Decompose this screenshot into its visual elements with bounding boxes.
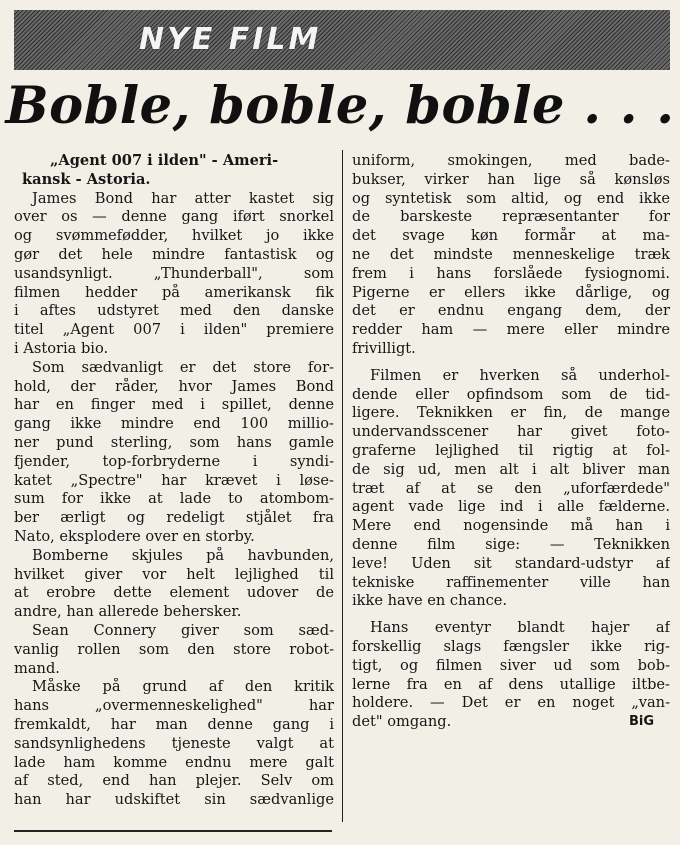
text-line: vanlig rollen som den store robot- bbox=[14, 640, 334, 658]
text-line: det er endnu engang dem, der bbox=[352, 302, 670, 320]
text-line: denne film sige: — Teknikken bbox=[352, 535, 670, 553]
text-line: ikke have en chance. bbox=[352, 592, 508, 610]
section-label: NYE FILM bbox=[139, 22, 322, 57]
text-line bbox=[352, 611, 670, 619]
text-line: tigt, og filmen siver ud som bob- bbox=[352, 656, 670, 674]
column-divider bbox=[342, 150, 343, 822]
text-line: af sted, end han plejer. Selv om bbox=[14, 772, 334, 790]
text-line: hvilket giver vor helt lejlighed til bbox=[14, 565, 334, 583]
headline: Boble, boble, boble . . . bbox=[5, 76, 675, 136]
text-line: kansk - Astoria. bbox=[22, 170, 151, 188]
text-line: fremkaldt, har man denne gang i bbox=[14, 715, 334, 733]
text-line: hold, der råder, hvor James Bond bbox=[14, 377, 334, 395]
text-line: Nato, eksplodere over en storby. bbox=[14, 527, 255, 545]
text-line: de sig ud, men alt i alt bliver man bbox=[352, 460, 670, 478]
text-line: Som sædvanligt er det store for- bbox=[32, 358, 334, 376]
text-line: ner pund sterling, som hans gamle bbox=[14, 433, 334, 451]
text-line: hans „overmenneskelighed" har bbox=[14, 697, 334, 715]
article-column-left bbox=[14, 152, 334, 810]
text-line: træt af at se den „uforfærdede" bbox=[352, 479, 670, 497]
text-line: fjender, top-forbryderne i syndi- bbox=[14, 452, 334, 470]
text-line: forskellig slags fængsler ikke rig- bbox=[352, 637, 670, 655]
text-line: Pigerne er ellers ikke dårlige, og bbox=[352, 283, 670, 301]
text-line: tekniske raffinementer ville han bbox=[352, 573, 670, 591]
text-line: frivilligt. bbox=[352, 339, 416, 357]
text-line: ligere. Teknikken er fin, de mange bbox=[352, 404, 670, 422]
text-line: og svømmefødder, hvilket jo ikke bbox=[14, 227, 334, 245]
text-line: bukser, virker han lige så kønsløs bbox=[352, 170, 670, 188]
byline: BiG bbox=[628, 714, 654, 730]
text-line: sandsynlighedens tjeneste valgt at bbox=[14, 734, 334, 752]
text-line: redder ham — mere eller mindre bbox=[352, 321, 670, 339]
text-line: undervandsscener har givet foto- bbox=[352, 423, 670, 441]
text-line: over os — denne gang iført snorkel bbox=[14, 208, 334, 226]
text-line: mand. bbox=[14, 659, 60, 677]
text-line: andre, han allerede behersker. bbox=[14, 603, 242, 621]
text-line: filmen hedder på amerikansk fik bbox=[14, 283, 334, 301]
text-line: graferne lejlighed til rigtig at fol- bbox=[352, 441, 670, 459]
text-line: „Agent 007 i ilden" - Ameri- bbox=[50, 152, 279, 169]
text-line: Måske på grund af den kritik bbox=[32, 678, 334, 696]
text-line: lade ham komme endnu mere galt bbox=[14, 753, 334, 771]
text-line: leve! Uden sit standard-udstyr af bbox=[352, 554, 670, 572]
text-line: det svage køn formår at ma- bbox=[352, 227, 670, 245]
text-line: Mere end nogensinde må han i bbox=[352, 517, 670, 535]
text-line: i aftes udstyret med den danske bbox=[14, 302, 334, 320]
text-line: ber ærligt og redeligt stjålet fra bbox=[14, 509, 334, 527]
text-line: Bomberne skjules på havbunden, bbox=[32, 546, 334, 564]
bottom-rule bbox=[14, 830, 332, 832]
text-line bbox=[352, 359, 670, 367]
text-line: James Bond har atter kastet sig bbox=[32, 189, 334, 207]
text-line: Sean Connery giver som sæd- bbox=[32, 621, 334, 639]
text-line: ne det mindste menneskelige træk bbox=[352, 245, 670, 263]
text-line: gør det hele mindre fantastisk og bbox=[14, 245, 334, 263]
text-line: titel „Agent 007 i ilden" premiere bbox=[14, 321, 334, 339]
text-line: at erobre dette element udover de bbox=[14, 584, 334, 602]
text-line: det" omgang. bbox=[352, 713, 452, 731]
article-column-right bbox=[352, 152, 670, 732]
text-line: i Astoria bio. bbox=[14, 339, 109, 357]
text-line: gang ikke mindre end 100 millio- bbox=[14, 415, 334, 433]
text-line: holdere. — Det er en noget „van- bbox=[352, 694, 670, 712]
text-line: de barskeste repræsentanter for bbox=[352, 208, 670, 226]
text-line: Filmen er hverken så underhol- bbox=[370, 366, 670, 384]
text-line: usandsynligt. „Thunderball", som bbox=[14, 264, 334, 282]
section-banner bbox=[14, 10, 670, 70]
text-line: dende eller opfindsom som de tid- bbox=[352, 385, 670, 403]
text-line: og syntetisk som altid, og end ikke bbox=[352, 189, 670, 207]
text-line: han har udskiftet sin sædvanlige bbox=[14, 791, 334, 809]
text-line: Hans eventyr blandt hajer af bbox=[370, 619, 670, 637]
text-line: har en finger med i spillet, denne bbox=[14, 396, 334, 414]
text-line: katet „Spectre" har krævet i løse- bbox=[14, 471, 334, 489]
text-line: agent vade lige ind i alle fælderne. bbox=[352, 498, 670, 516]
text-line: frem i hans forslåede fysiognomi. bbox=[352, 264, 670, 282]
text-line: lerne fra en af dens utallige iltbe- bbox=[352, 675, 670, 693]
text-line: uniform, smokingen, med bade- bbox=[352, 152, 670, 169]
text-line: sum for ikke at lade to atombom- bbox=[14, 490, 334, 508]
